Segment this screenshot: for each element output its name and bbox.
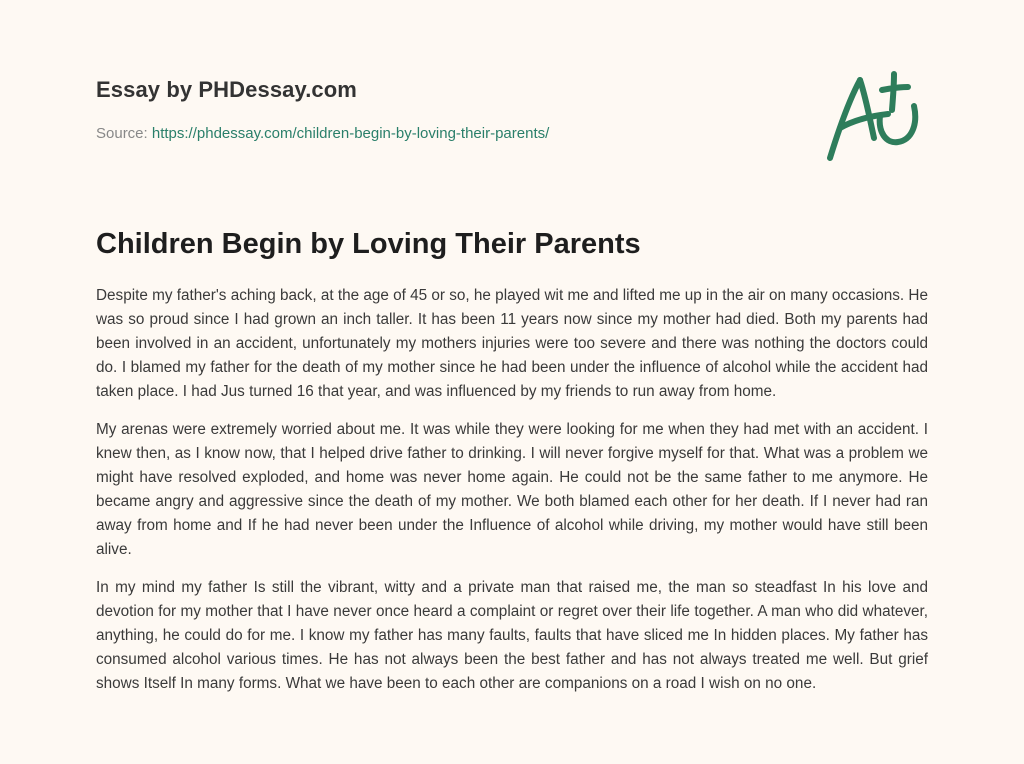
source-line — [96, 125, 549, 142]
essay-paragraph-1: Despite my father's aching back, at the age of 45 or so, he played wit me and lifted me up in the air on many occasions. He was so proud since I had grown an inch taller. It has been 11 years now since my mother had died. Both my parents had been involved in an accident, unfortunately my mothers injuries were too severe and there was nothing the doctors could do. I blamed my father for the death of my mother since he had been under the influence of alcohol while the accident had taken place. I had Jus turned 16 that year, and was influenced by my friends to run away from home. — [96, 287, 928, 400]
source-link[interactable]: https://phdessay.com/children-begin-by-loving-their-parents/ — [151, 125, 550, 142]
essay-body — [96, 284, 928, 710]
essay-paragraph-2: My arenas were extremely worried about me. It was while they were looking for me when they had met with an accident. I knew then, as I know now, that I helped drive father to drinking. I will never forgive myself for that. What was a problem we might have resolved exploded, and home was never home again. He could not be the same father to me anymore. He became angry and aggressive since the death of my mother. We both blamed each other for her death. If I never had ran away from home and If he had never been under the Influence of alcohol while driving, my mother would have still been alive. — [96, 421, 928, 558]
essay-title: Children Begin by Loving Their Parents — [96, 228, 641, 260]
source-label: Source: — [96, 125, 152, 142]
essay-paragraph-3: In my mind my father Is still the vibrant, witty and a private man that raised me, the man so steadfast In his love and devotion for my mother that I have never once heard a complaint or regret over their life together. A man who did whatever, anything, he could do for me. I know my father has many faults, faults that have sliced me In hidden places. My father has consumed alcohol various times. He has not always been the best father and has not always treated me well. But grief shows Itself In many forms. What we have been to each other are companions on a road I wish on no one. — [96, 579, 928, 692]
a-plus-grade-icon — [824, 68, 926, 164]
site-title: Essay by PHDessay.com — [96, 77, 357, 102]
